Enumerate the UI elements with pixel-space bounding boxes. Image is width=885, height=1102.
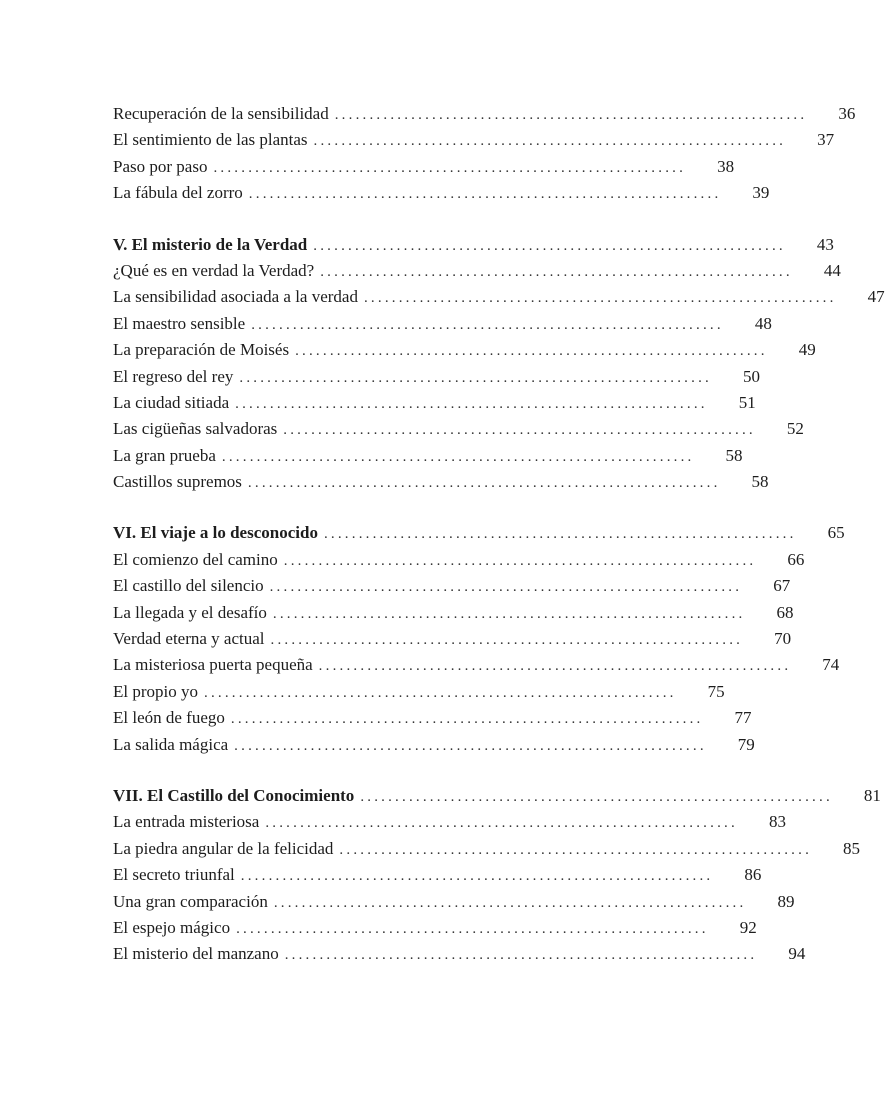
entry-title: El maestro sensible (113, 313, 246, 333)
entry-title: Una gran comparación (113, 891, 268, 911)
toc-entry (113, 626, 792, 652)
toc-entry (113, 862, 762, 888)
dot-leader: .................................................................... (251, 316, 724, 333)
entry-title: Castillos supremos (113, 472, 242, 492)
chapter-heading (113, 783, 881, 809)
toc-entry (113, 416, 804, 442)
toc-entry (113, 154, 735, 180)
dot-leader: .................................................................... (248, 186, 722, 203)
toc-entry (113, 101, 856, 127)
section-spacer (113, 207, 613, 232)
toc-entry (113, 547, 805, 573)
entry-page: 77 (734, 708, 752, 728)
toc-entry (113, 390, 756, 416)
chapter-heading (113, 232, 834, 258)
toc-entry (113, 889, 795, 915)
entry-title: El espejo mágico (113, 917, 231, 937)
entry-title: El león de fuego (113, 708, 225, 728)
entry-title: La entrada misteriosa (113, 812, 260, 832)
entry-page: 49 (798, 340, 816, 360)
entry-title: El castillo del silencio (113, 576, 264, 596)
dot-leader: .................................................................... (360, 788, 833, 805)
toc-entry (113, 600, 794, 626)
entry-title: La misteriosa puerta pequeña (113, 655, 313, 675)
entry-title: La fábula del zorro (113, 183, 243, 203)
entry-title: La salida mágica (113, 734, 229, 754)
entry-title: Paso por paso (113, 156, 208, 176)
entry-title: Las cigüeñas salvadoras (113, 419, 278, 439)
entry-page: 74 (822, 655, 840, 675)
entry-page: 47 (867, 287, 885, 307)
dot-leader: .................................................................... (323, 526, 797, 543)
entry-title: El sentimiento de las plantas (113, 130, 308, 150)
table-of-contents (113, 101, 885, 968)
dot-leader: .................................................................... (339, 841, 813, 858)
toc-entry (113, 469, 769, 495)
entry-title: ¿Qué es en verdad la Verdad? (113, 260, 315, 280)
dot-leader: .................................................................... (235, 395, 708, 412)
toc-section (113, 232, 885, 496)
chapter-title: VI. El viaje a lo desconocido (113, 523, 318, 543)
entry-page: 83 (768, 812, 786, 832)
entry-page: 66 (787, 549, 805, 569)
dot-leader: .................................................................... (295, 343, 768, 360)
dot-leader: .................................................................... (230, 711, 704, 728)
entry-title: La piedra angular de la felicidad (113, 838, 334, 858)
toc-entry (113, 809, 786, 835)
entry-title: La preparación de Moisés (113, 340, 290, 360)
entry-title: El comienzo del camino (113, 549, 278, 569)
entry-page: 48 (754, 313, 772, 333)
chapter-page: 81 (863, 785, 881, 805)
entry-title: La llegada y el desafío (113, 602, 267, 622)
toc-section (113, 101, 856, 207)
entry-page: 39 (752, 183, 770, 203)
dot-leader: .................................................................... (265, 815, 738, 832)
dot-leader: .................................................................... (272, 605, 746, 622)
entry-title: El secreto triunfal (113, 865, 235, 885)
dot-leader: .................................................................... (239, 369, 712, 386)
entry-page: 44 (823, 260, 841, 280)
dot-leader: .................................................................... (234, 737, 707, 754)
dot-leader: .................................................................... (273, 894, 747, 911)
entry-page: 58 (751, 472, 769, 492)
entry-page: 68 (776, 602, 794, 622)
entry-page: 94 (788, 944, 806, 964)
entry-title: Recuperación de la sensibilidad (113, 104, 329, 123)
toc-entry (113, 311, 772, 337)
toc-entry (113, 836, 861, 862)
entry-page: 50 (742, 366, 760, 386)
toc-entry (113, 941, 806, 967)
dot-leader: .................................................................... (283, 552, 757, 569)
entry-page: 36 (838, 104, 856, 123)
toc-entry (113, 573, 791, 599)
chapter-page: 43 (816, 234, 834, 254)
dot-leader: .................................................................... (313, 133, 787, 150)
dot-leader: .................................................................... (270, 632, 744, 649)
dot-leader: .................................................................... (363, 290, 837, 307)
dot-leader: .................................................................... (334, 107, 808, 123)
dot-leader: .................................................................... (269, 579, 743, 596)
dot-leader: .................................................................... (213, 159, 687, 176)
entry-page: 85 (843, 838, 861, 858)
chapter-title: V. El misterio de la Verdad (113, 234, 308, 254)
entry-title: El misterio del manzano (113, 944, 279, 964)
entry-title: El propio yo (113, 681, 198, 701)
entry-page: 70 (774, 629, 792, 649)
entry-page: 92 (739, 917, 757, 937)
toc-entry (113, 180, 770, 206)
entry-page: 79 (737, 734, 755, 754)
dot-leader: .................................................................... (283, 422, 756, 439)
entry-title: El regreso del rey (113, 366, 234, 386)
dot-leader: .................................................................... (284, 947, 758, 964)
entry-title: La ciudad sitiada (113, 392, 230, 412)
entry-page: 89 (777, 891, 795, 911)
entry-title: La sensibilidad asociada a la verdad (113, 287, 358, 307)
chapter-title: VII. El Castillo del Conocimiento (113, 785, 355, 805)
toc-entry (113, 915, 757, 941)
chapter-heading (113, 520, 845, 546)
dot-leader: .................................................................... (221, 448, 695, 465)
dot-leader: .................................................................... (240, 868, 714, 885)
toc-section (113, 520, 845, 758)
chapter-page: 65 (827, 523, 845, 543)
entry-page: 51 (738, 392, 756, 412)
entry-page: 75 (707, 681, 725, 701)
section-spacer (113, 495, 613, 520)
dot-leader: .................................................................... (313, 237, 786, 254)
toc-entry (113, 127, 835, 153)
entry-page: 37 (817, 130, 835, 150)
dot-leader: .................................................................... (318, 658, 792, 675)
entry-title: La gran prueba (113, 445, 216, 465)
toc-entry (113, 732, 755, 758)
dot-leader: .................................................................... (247, 475, 721, 492)
dot-leader: .................................................................... (236, 920, 709, 937)
entry-page: 38 (717, 156, 735, 176)
toc-entry (113, 652, 840, 678)
entry-page: 52 (786, 419, 804, 439)
toc-entry (113, 705, 752, 731)
toc-entry (113, 443, 743, 469)
entry-title: Verdad eterna y actual (113, 629, 265, 649)
toc-section (113, 783, 881, 968)
section-spacer (113, 758, 613, 783)
toc-entry (113, 284, 885, 310)
entry-page: 86 (744, 865, 762, 885)
toc-entry (113, 364, 760, 390)
dot-leader: .................................................................... (204, 684, 677, 701)
entry-page: 58 (725, 445, 743, 465)
toc-entry (113, 258, 841, 284)
toc-entry (113, 679, 725, 705)
entry-page: 67 (773, 576, 791, 596)
dot-leader: .................................................................... (320, 263, 793, 280)
toc-entry (113, 337, 816, 363)
